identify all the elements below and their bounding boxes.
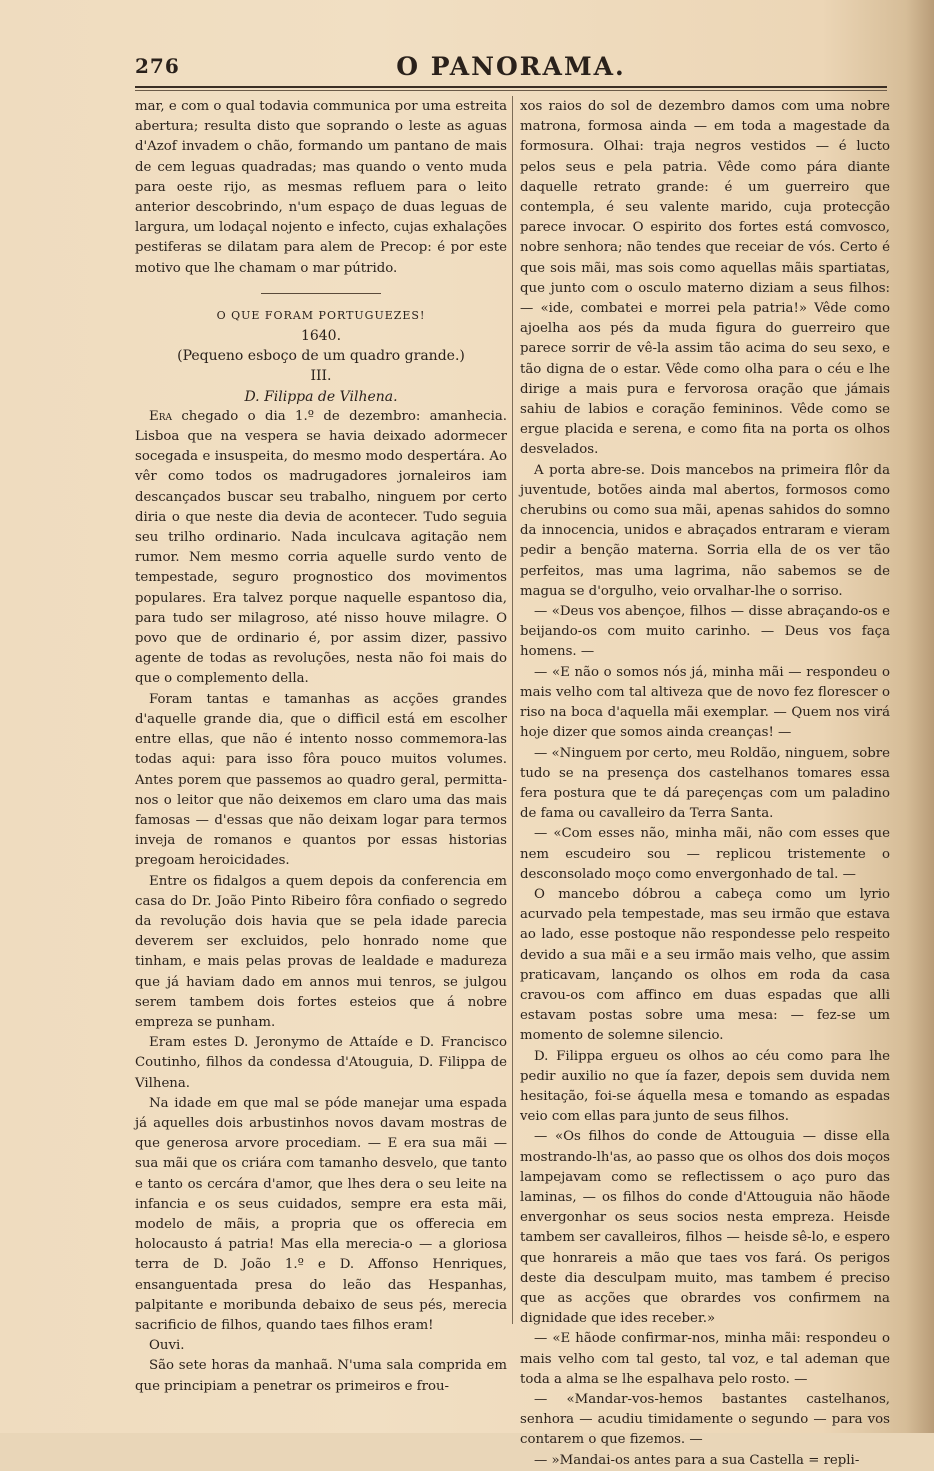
right-paragraph-7: O mancebo dóbrou a cabeça como um lyrio acurvado pela tempestade, mas seu irmão que estava ao lado, esse postoque não respondesse pelo respeito devido a sua mãi e a seu irmão mais velho, que assim praticavam, lançando os olhos em roda da casa cravou-os com affinco em duas espadas que alli estavam postas sobre uma mesa: — fez-se um momento de solemne silencio. [520, 886, 890, 1044]
paragraph-6: Ouvi. [149, 1338, 185, 1354]
paragraph-2: Foram tantas e tamanhas as acções grandes d'aquelle grande dia, que o difficil está em escolher entre ellas, que não é intento nosso commemora-las todas aqui: para isso fôra pouco muitos volumes. Antes porem que passemos ao quadro geral, permitta-nos o leitor que não deixemos em claro uma das mais famosas — d'essas que não deixam logar para termos inveja de romanos e quantos por essas historias pregoam heroicidades. [135, 691, 507, 869]
right-paragraph-12: — »Mandai-os antes para a sua Castella = repli- [534, 1452, 860, 1468]
right-paragraph-10: — «E hãode confirmar-nos, minha mãi: respondeu o mais velho com tal gesto, tal voz, e tal ademan que toda a alma se lhe espalhava pelo rosto. — [520, 1331, 890, 1387]
right-paragraph-3: — «Deus vos abençoe, filhos — disse abraçando-os e beijando-os com muito carinho. — Deus vos faça homens. — [520, 604, 890, 660]
right-paragraph-2: A porta abre-se. Dois mancebos na primeira flôr da juventude, botões ainda mal abertos, formosos como cherubins ou como sua mãi, apenas sahidos do somno da innocencia, unidos e abraçados entraram e vieram pedir a benção materna. Sorria ella de os ver tão perfeitos, mas uma lagrima, não sabemos se de magua se d'orgulho, veio orvalhar-lhe o sorriso. [520, 462, 890, 599]
right-paragraph-8: D. Filippa ergueu os olhos ao céu como para lhe pedir auxilio no que ía fazer, depois sem duvida nem hesitação, foi-se áquella mesa e tomando as espadas veio com ellas para junto de seus filhos. [520, 1048, 890, 1125]
right-paragraph-1: xos raios do sol de dezembro damos com uma nobre matrona, formosa ainda — em toda a magestade da formosura. Olhai: traja negros vestidos — é lucto pelos seus e pela patria. Vêde como pára diante daquelle retrato grande: é um guerreiro que contempla, é seu valente marido, cuja protecção parece invocar. O espirito dos fortes está comvosco, nobre senhora; não tendes que receiar de vós. Certo é que sois mãi, mas sois como aquellas mãis spartiatas, que junto com o osculo materno diziam a seus filhos: — «ide, combatei e morrei pela patria!» Vêde como ajoelha aos pés da muda figura do guerreiro que parece sorrir de vê-la assim tão acima do seu sexo, e tão digna de o estar. Vêde como olha para o céu e lhe dirige a mais pura e fervorosa oração que jámais sahiu de labios e coração femininos. Vêde como se ergue placida e serena, e como fita na porta os olhos desvelados. [520, 99, 890, 458]
column-separator [512, 96, 513, 1324]
right-column [520, 97, 890, 1471]
paragraph-7: São sete horas da manhaã. N'uma sala comprida em que principiam a penetrar os primeiros e frou- [135, 1358, 507, 1394]
section-number: III. [310, 368, 332, 385]
section-subtitle: (Pequeno esboço de um quadro grande.) [177, 348, 465, 365]
right-paragraph-4: — «E não o somos nós já, minha mãi — respondeu o mais velho com tal altiveza que de novo fez florescer o riso na boca d'aquella mãi exemplar. — Quem nos virá hoje dizer que somos ainda creanças! — [520, 664, 890, 741]
paragraph-1-text: chegado o dia 1.º de dezembro: amanhecia. Lisboa que na vespera se havia deixado adormecer socegada e insuspeita, do mesmo modo despertára. Ao vêr como todos os madrugadores jornaleiros iam descançados buscar seu trabalho, ninguem por certo diria o que neste dia devia de acontecer. Tudo seguia seu trilho ordinario. Nada inculcava agitação nem rumor. Nem mesmo corria aquelle surdo vento de tempestade, seguro prognostico dos movimentos populares. Era talvez porque naquelle espantoso dia, para tudo ser milagroso, até nisso houve milagre. O povo que de ordinario é, por assim dizer, passivo agente de todas as revoluções, nesta não foi mais do que o complemento della. [135, 408, 507, 687]
drop-word: Era [149, 408, 172, 424]
intro-paragraph: mar, e com o qual todavia communica por uma estreita abertura; resulta disto que soprando o leste as aguas d'Azof invadem o chão, formando um pantano de mais de cem leguas quadradas; mas quando o vento muda para oeste rijo, as mesmas refluem para o leito anterior descobrindo, n'um espaço de duas leguas de largura, um lodaçal nojento e infecto, cujas exhalações pestiferas se dilatam para alem de Precop: é por este motivo que lhe chamam o mar pútrido. [135, 99, 507, 276]
page-header [135, 52, 887, 84]
paragraph-5: Na idade em que mal se póde manejar uma espada já aquelles dois arbustinhos novos davam mostras de que generosa arvore procediam. — E era sua mãi — sua mãi que os criára com tamanho desvelo, que tanto e tanto os cercára d'amor, que lhes dera o seu leite na infancia e os seus cuidados, sempre era esta mãi, modelo de mãis, a propria que os offerecia em holocausto á patria! Mas ella merecia-o — a gloriosa terra de D. João 1.º e D. Affonso Henriques, ensanguentada presa do leão das Hespanhas, palpitante e moribunda debaixo de seus pés, merecia sacrificio de filhos, quando taes filhos eram! [135, 1095, 507, 1333]
paragraph-3: Entre os fidalgos a quem depois da conferencia em casa do Dr. João Pinto Ribeiro fôra confiado o segredo da revolução dois havia que se pela idade parecia deverem ser excluidos, pelo honrado nome que tinham, e mais pelas provas de lealdade e madureza que já haviam dado em annos mui tenros, se julgou serem tambem dois fortes esteios que á nobre empreza se punham. [135, 873, 507, 1030]
right-paragraph-6: — «Com esses não, minha mãi, não com esses que nem escudeiro sou — replicou tristemente o desconsolado moço como envergonhado de tal. — [520, 826, 890, 882]
page-number: 276 [135, 54, 180, 78]
header-rule [135, 86, 887, 88]
right-paragraph-9: — «Os filhos do conde de Attouguia — disse ella mostrando-lh'as, ao passo que os olhos dos dois moços lampejavam como se reflectissem o aço puro das laminas, — os filhos do conde d'Attouguia não hãode envergonhar os seus socios nesta empreza. Heisde tambem ser cavalleiros, filhos — heisde sê-lo, e espero que honrareis a mão que taes vos fará. Os perigos deste dia desculpam muito, mas tambem é preciso que as acções que obrardes vos confirmem na dignidade que ides receber.» [520, 1129, 890, 1327]
section-divider [261, 293, 381, 294]
header-rule-thin [135, 90, 887, 91]
journal-title: O PANORAMA. [396, 52, 626, 81]
left-column [135, 97, 507, 1397]
right-paragraph-5: — «Ninguem por certo, meu Roldão, ninguem, sobre tudo se na presença dos castelhanos tomares essa fera postura que te dá pareçenças com um paladino de fama ou cavalleiro da Terra Santa. [520, 745, 890, 822]
right-paragraph-11: — «Mandar-vos-hemos bastantes castelhanos, senhora — acudiu timidamente o segundo — para vos contarem o que fizemos. — [520, 1392, 890, 1448]
section-name: D. Filippa de Vilhena. [244, 388, 398, 405]
section-title: O QUE FORAM PORTUGUEZES! [216, 308, 426, 322]
paragraph-4: Eram estes D. Jeronymo de Attaíde e D. Francisco Coutinho, filhos da condessa d'Atouguia, D. Filippa de Vilhena. [135, 1035, 507, 1091]
paragraph-1 [135, 407, 507, 690]
section-year: 1640. [300, 328, 342, 345]
